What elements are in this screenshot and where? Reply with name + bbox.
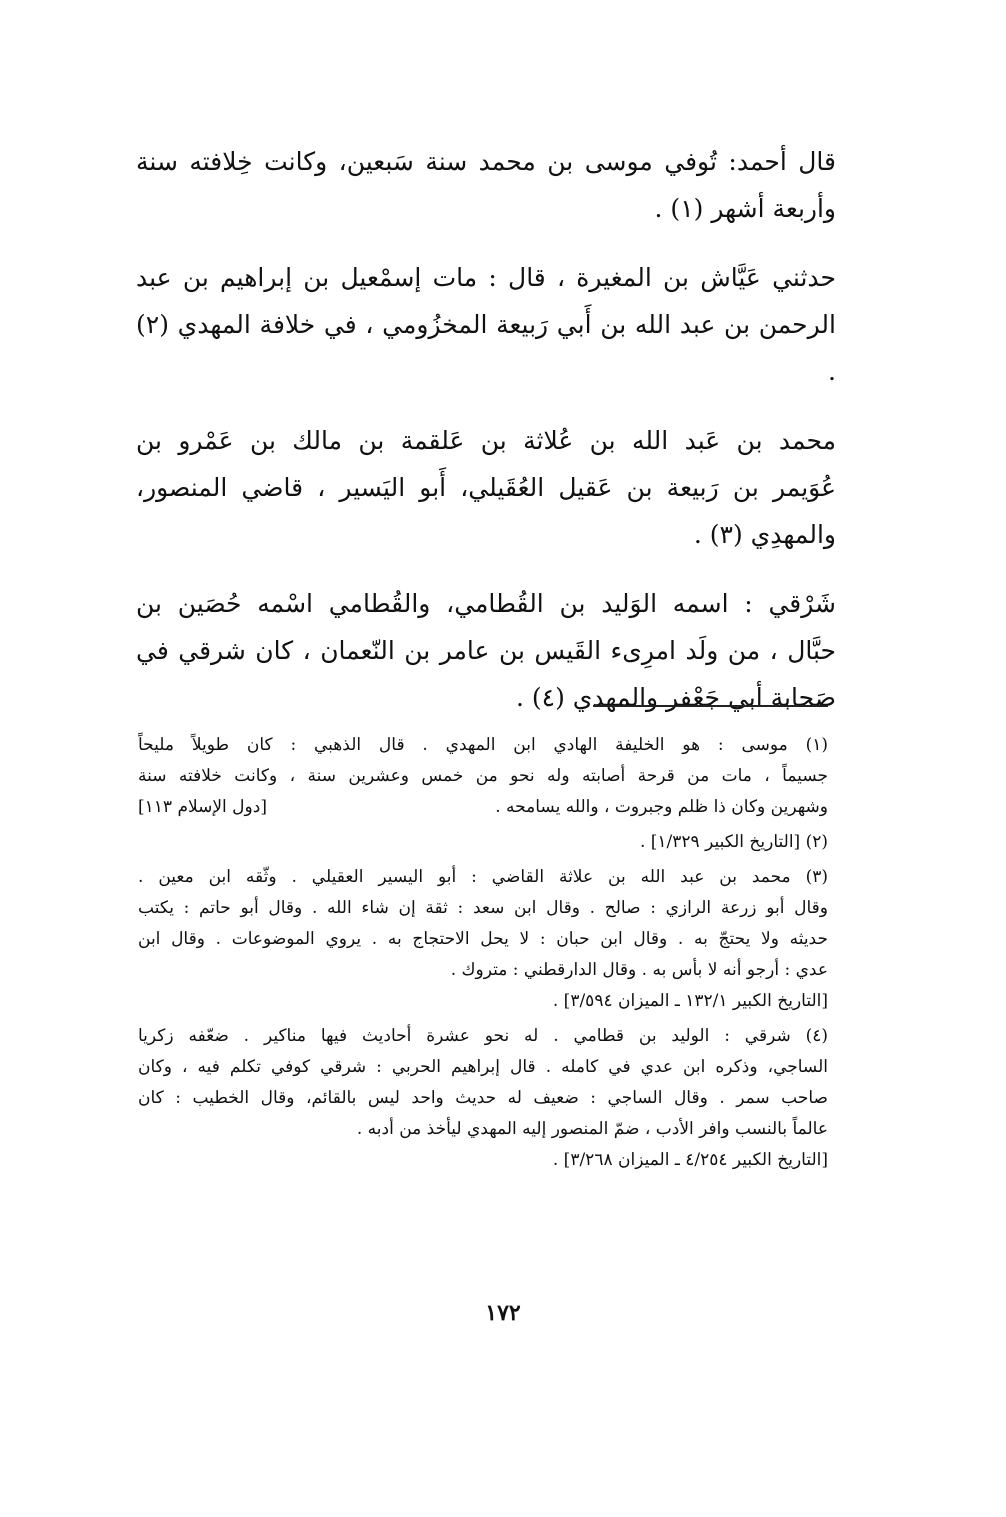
footnote-reference: [التاريخ الكبير ١٣٢/١ ـ الميزان ٣/٥٩٤] . — [552, 991, 828, 1011]
footnote-line: وقال أبو زرعة الرازي : صالح . وقال ابن سعد : ثقة إن شاء الله . وقال أبو حاتم : يكتب — [138, 898, 828, 918]
text-line: حدثني عَيَّاش بن المغيرة ، قال : مات إسمْعيل بن إبراهيم بن عبد — [136, 263, 836, 292]
footnote-line: حديثه ولا يحتجّ به . وقال ابن حبان : لا يحل الاحتجاج به . يروي الموضوعات . وقال ابن — [138, 929, 828, 949]
footnote-line: جسيماً ، مات من قرحة أصابته وله نحو من خمس وعشرين سنة ، وكانت خلافته سنة — [138, 766, 828, 786]
page-number: ١٧٢ — [485, 1300, 521, 1326]
footnote-4 — [138, 1021, 828, 1176]
footnote-text: وشهرين وكان ذا ظلم وجبروت ، والله يسامحه . — [495, 797, 828, 817]
footnote-1 — [138, 730, 828, 823]
footnote-3 — [138, 862, 828, 1017]
text-line: الرحمن بن عبد الله بن أَبي رَبيعة المخزُومي ، في خلافة المهدي (٢) . — [136, 310, 836, 386]
paragraph-1 — [136, 138, 836, 232]
footnote-reference: [التاريخ الكبير ٤/٢٥٤ ـ الميزان ٣/٢٦٨] . — [552, 1150, 828, 1170]
footnote-line: (٢) [التاريخ الكبير ١/٣٢٩] . — [639, 832, 828, 852]
text-line: محمد بن عَبد الله بن عُلاثة بن عَلقمة بن مالك بن عَمْرو بن — [136, 426, 836, 455]
text-line: حبَّال ، من ولَد امرِىء القَيس بن عامر بن النّعمان ، كان شرقي في — [136, 636, 836, 665]
footnote-line: (١) موسى : هو الخليفة الهادي ابن المهدي . قال الذهبي : كان طويلاً مليحاً — [138, 735, 828, 755]
footnote-line: عالماً بالنسب وافر الأدب ، ضمّ المنصور إليه المهدي ليأخذ من أدبه . — [356, 1119, 828, 1139]
footnote-line: صاحب سمر . وقال الساجي : ضعيف له حديث واحد ليس بالقائم، وقال الخطيب : كان — [138, 1088, 828, 1108]
footnote-2 — [138, 827, 828, 858]
text-line: قال أحمد: تُوفي موسى بن محمد سنة سَبعين، وكانت خِلافته سنة — [136, 147, 836, 176]
text-line: عُوَيمر بن رَبيعة بن عَقيل العُقَيلي، أَبو اليَسير ، قاضي المنصور، — [136, 473, 836, 502]
footnote-line: (٣) محمد بن عبد الله بن علاثة القاضي : أبو اليسير العقيلي . وثّقه ابن معين . — [138, 867, 828, 887]
text-line: شَرْقي : اسمه الوَليد بن القُطامي، والقُطامي اسْمه حُصَين بن — [136, 589, 836, 618]
footnotes — [138, 730, 828, 1180]
paragraph-4 — [136, 580, 836, 721]
paragraph-3 — [136, 417, 836, 558]
text-line: والمهدِي (٣) . — [693, 520, 836, 549]
footnote-line: (٤) شرقي : الوليد بن قطامي . له نحو عشرة أحاديث فيها مناكير . ضعّفه زكريا — [138, 1026, 828, 1046]
main-text — [136, 138, 836, 743]
footnote-divider — [593, 705, 828, 707]
footnote-line: الساجي، وذكره ابن عدي في كامله . قال إبراهيم الحربي : شرقي كوفي تكلم فيه ، وكان — [138, 1057, 828, 1077]
text-line: وأربعة أشهر (١) . — [654, 194, 836, 223]
footnote-line: عدي : أرجو أنه لا بأس به . وقال الدارقطني : متروك . — [450, 960, 828, 980]
footnote-reference: [دول الإسلام ١١٣] — [138, 797, 267, 817]
text-line: صَحابة أبي جَعْفر والمهدي (٤) . — [516, 683, 836, 712]
footnote-line — [138, 792, 828, 823]
paragraph-2 — [136, 254, 836, 395]
